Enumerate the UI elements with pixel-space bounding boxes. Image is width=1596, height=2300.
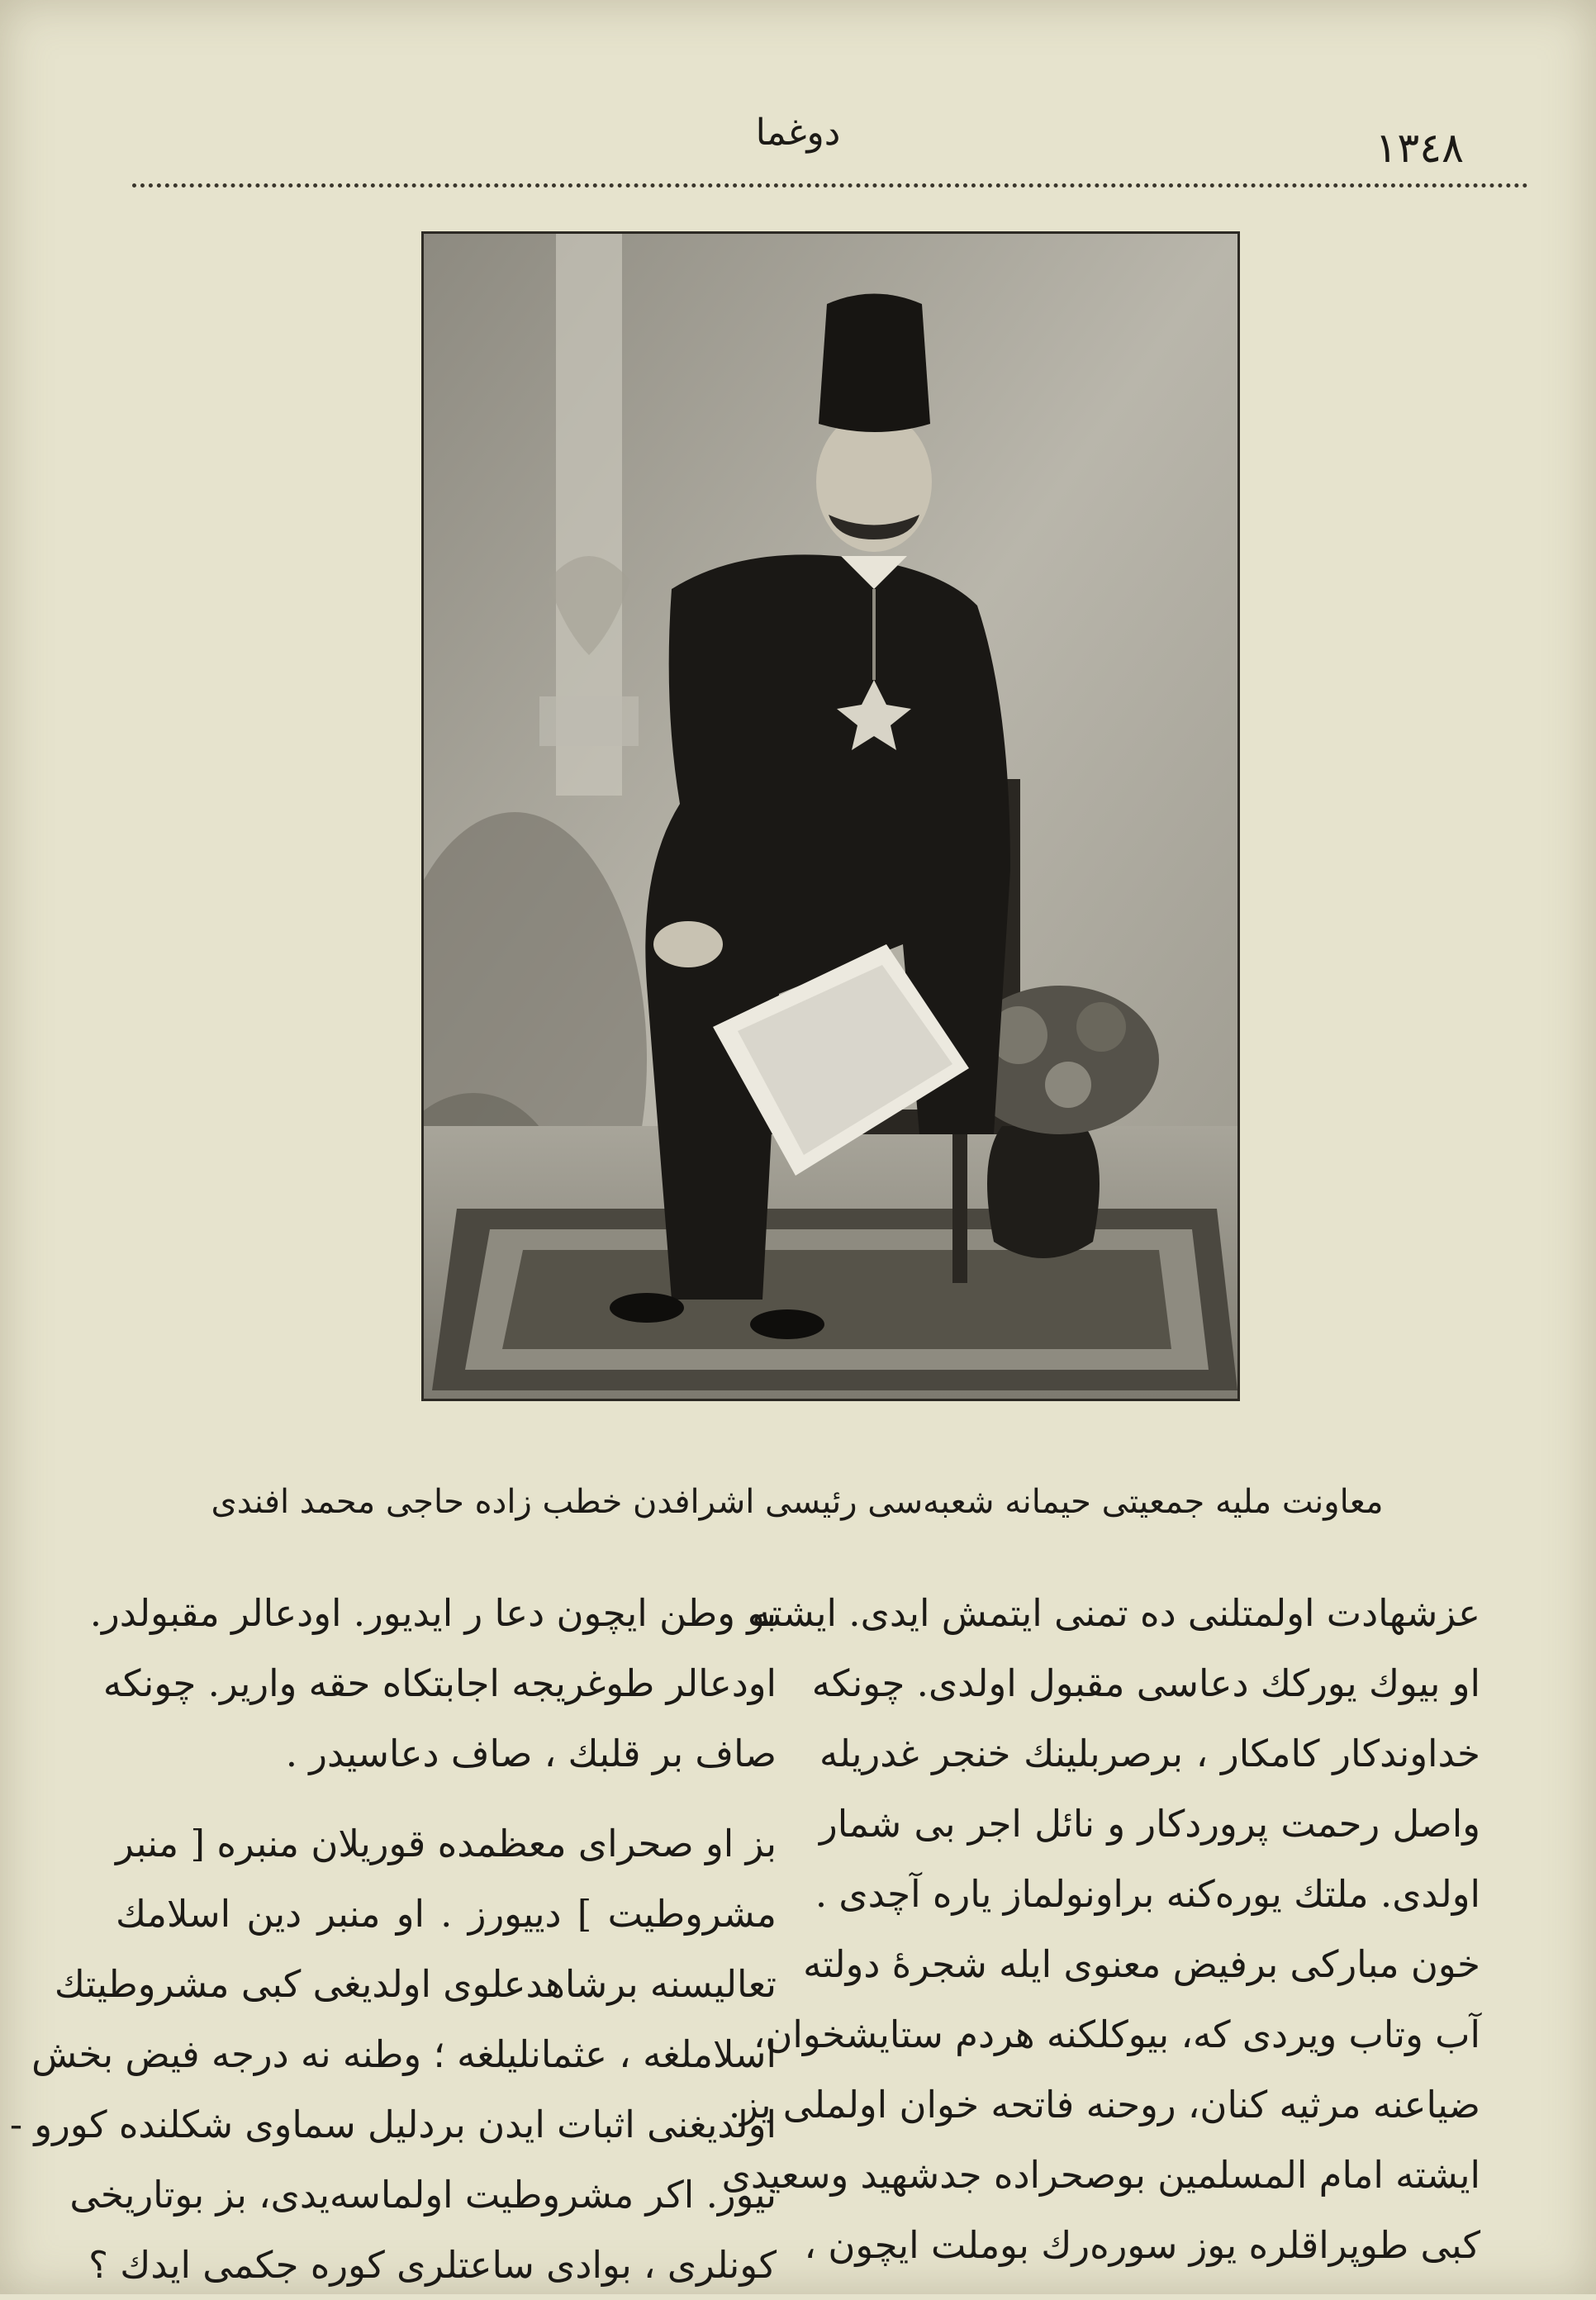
text-line: اولدیغنی اثبات ایدن بردلیل سماوی شكلنده كورو - (9, 2103, 777, 2146)
text-line: او بیوك یوركك دعاسی مقبول اولدی. چونكه (811, 1661, 1480, 1705)
flower-vase (987, 1126, 1100, 1258)
text-line: عزشهادت اولمتلنی ده تمنی ایتمش ایدی. ایشته (752, 1591, 1480, 1635)
text-line: واصل رحمت پروردكار و نائل اجر بی شمار (819, 1802, 1480, 1846)
fez-hat (819, 294, 930, 433)
text-line: اولدی. ملتك یوره‌كنه براونولماز یاره آچدی . (815, 1872, 1480, 1916)
text-line: بو وطن ایچون دعا ر ایدیور. اودعالر مقبولدر. (89, 1591, 777, 1635)
text-line: كبی طوپراقلره یوز سوره‌رك بوملت ایچون ، (804, 2223, 1480, 2267)
text-line: اسلاملغه ، عثمانلیلغه ؛ وطنه نه درجه فیض بخش (31, 2032, 777, 2076)
text-line: خداوندكار كامكار ، برصربلینك خنجر غدریله (819, 1732, 1480, 1775)
text-line: مشروطیت ] دییورز . او منبر دین اسلامك (116, 1892, 777, 1936)
text-line: نیور. اكر مشروطیت اولماسه‌یدی، بز بوتاریخی (69, 2173, 777, 2217)
photo-caption: معاونت ملیه جمعیتی حیمانه شعبه‌سی رئیسی اشرافدن خطب زاده حاجی محمد افندی (211, 1483, 1384, 1521)
text-line: كونلری ، بوادی ساعتلری كوره جكمی ایدك ؟ (88, 2243, 777, 2287)
running-head: دوغما (755, 112, 841, 154)
text-line: بز او صحرای معظمده قوریلان منبره [ منبر (116, 1822, 777, 1865)
text-line: صاف بر قلبك ، صاف دعاسیدر . (285, 1732, 777, 1775)
portrait-photograph (421, 231, 1240, 1401)
text-line: تعالیسنه برشاهدعلوی اولدیغی كبی مشروطیتك (54, 1962, 777, 2006)
text-line: ضیاعنه مرثیه كنان، روحنه فاتحه خوان اولملی یز. (728, 2083, 1480, 2127)
text-line: اودعالر طوغریجه اجابتكاه حقه واریر. چونكه (102, 1661, 777, 1705)
text-line: ایشته امام المسلمین بوصحراده جدشهید وسعیدی (721, 2153, 1480, 2197)
header-rule (132, 183, 1528, 188)
page-number: ١٣٤٨ (1375, 124, 1464, 172)
text-line: آب وتاب ویردی كه، بیوكلكنه هردم ستایشخوان، (753, 2012, 1480, 2056)
text-column-right (721, 1578, 1480, 2280)
text-column-left (9, 1578, 777, 2300)
text-line: خون مباركی برفیض معنوی ایله شجرهٔ دولته (803, 1942, 1480, 1986)
